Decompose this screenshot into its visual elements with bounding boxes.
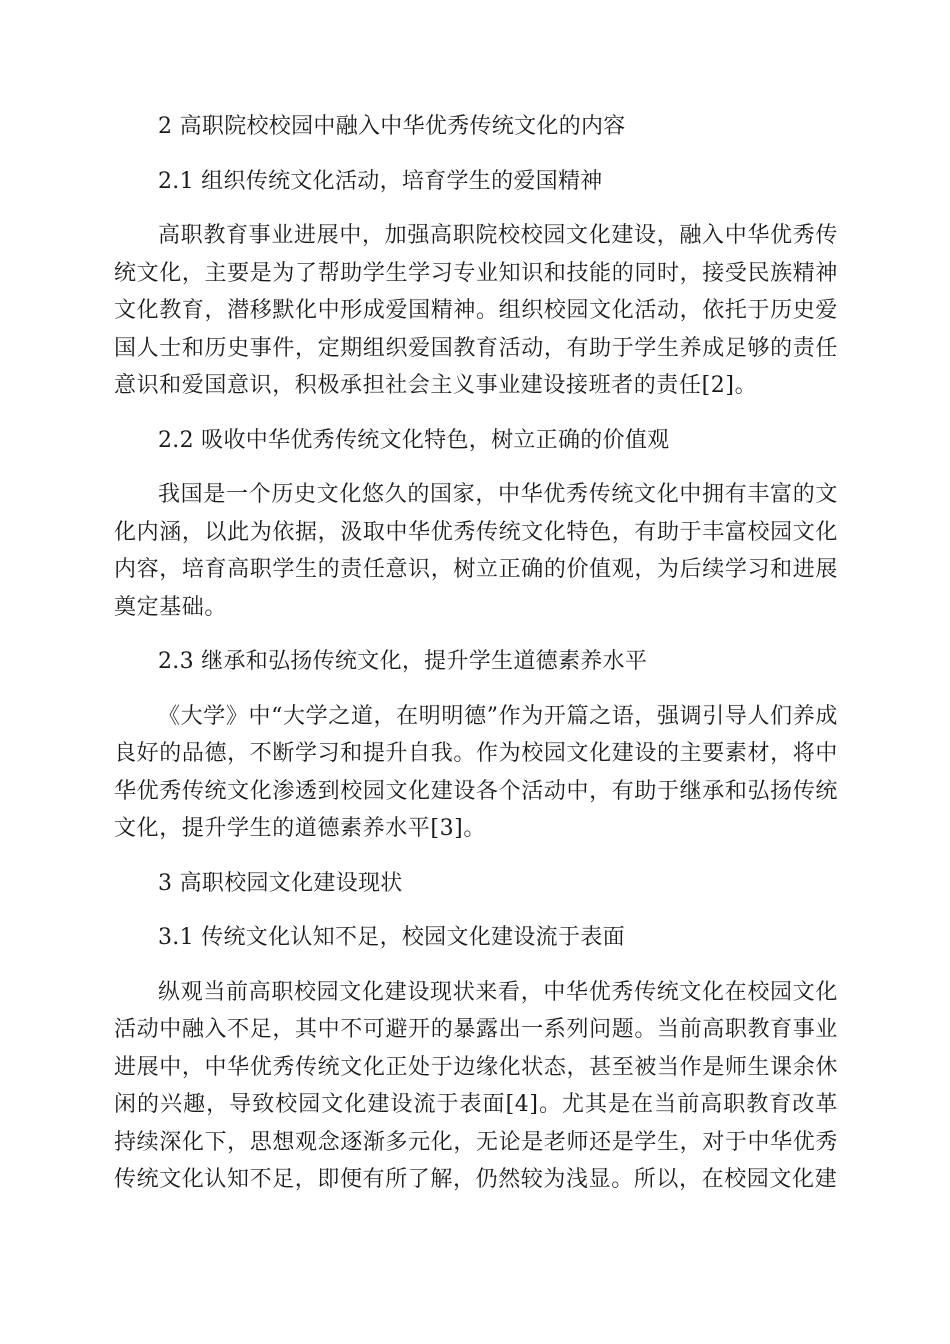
section-3-heading: 3 高职校园文化建设现状 <box>158 870 403 896</box>
section-2-1-heading: 2.1 组织传统文化活动，培育学生的爱国精神 <box>158 168 603 194</box>
section-2-2-heading: 2.2 吸收中华优秀传统文化特色，树立正确的价值观 <box>158 427 670 453</box>
section-2-3-paragraph: 《大学》中“大学之道，在明明德”作为开篇之语，强调引导人们养成良好的品德，不断学习和提升自我。作为校园文化建设的主要素材，将中华优秀传统文化渗透到校园文化建设各个活动中，有助于继承和弘扬传统文化，提升学生的道德素养水平[3]。 <box>114 703 838 841</box>
section-3-1-heading: 3.1 传统文化认知不足，校园文化建设流于表面 <box>158 925 625 950</box>
section-2-1-paragraph: 高职教育事业进展中，加强高职院校校园文化建设，融入中华优秀传统文化，主要是为了帮助学生学习专业知识和技能的同时，接受民族精神文化教育，潜移默化中形成爱国精神。组织校园文化活动，依托于历史爱国人士和历史事件，定期组织爱国教育活动，有助于学生养成足够的责任意识和爱国意识，积极承担社会主义事业建设接班者的责任[2]。 <box>114 223 838 398</box>
section-2-3-heading: 2.3 继承和弘扬传统文化，提升学生道德素养水平 <box>158 649 648 674</box>
section-3-1-paragraph: 纵观当前高职校园文化建设现状来看，中华优秀传统文化在校园文化活动中融入不足，其中不可避开的暴露出一系列问题。当前高职教育事业进展中，中华优秀传统文化正处于边缘化状态，甚至被当作是师生课余休闲的兴趣，导致校园文化建设流于表面[4]。尤其是在当前高职教育改革持续深化下，思想观念逐渐多元化，无论是老师还是学生，对于中华优秀传统文化认知不足，即便有所了解，仍然较为浅显。所以，在校园文化建 <box>114 979 838 1192</box>
section-2-heading: 2 高职院校校园中融入中华优秀传统文化的内容 <box>158 114 626 139</box>
section-2-2-paragraph: 我国是一个历史文化悠久的国家，中华优秀传统文化中拥有丰富的文化内涵，以此为依据，汲取中华优秀传统文化特色，有助于丰富校园文化内容，培育高职学生的责任意识，树立正确的价值观，为后续学习和进展奠定基础。 <box>114 482 838 620</box>
document-body <box>114 108 838 1216</box>
